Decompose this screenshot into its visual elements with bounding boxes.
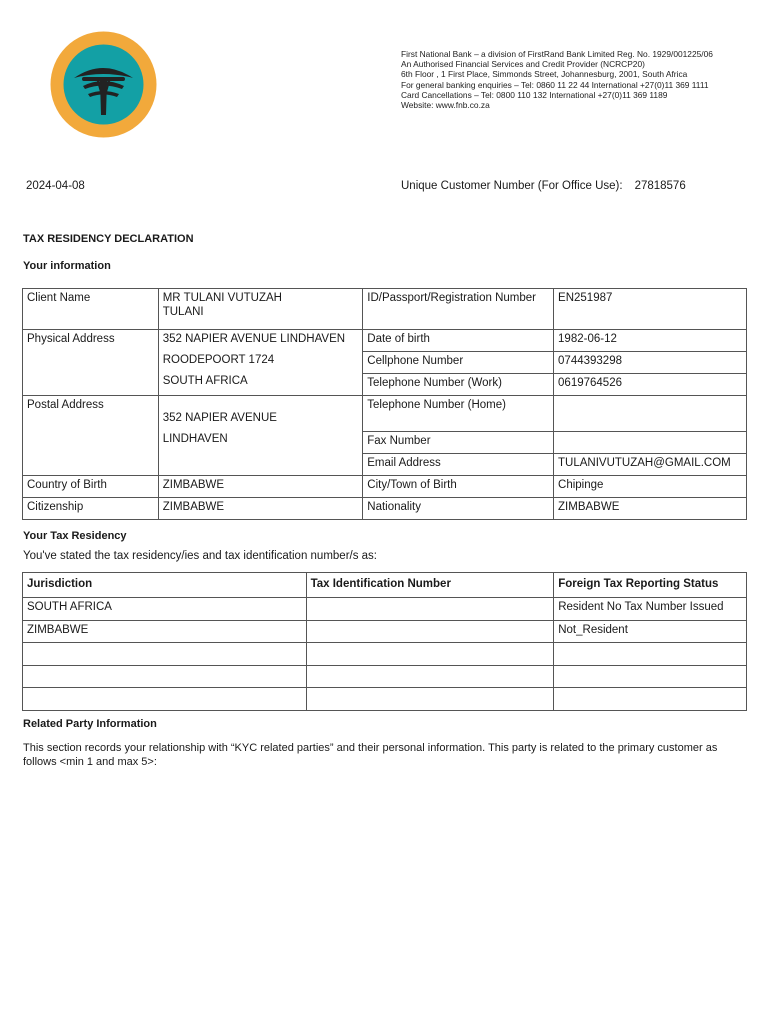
- physical-address-label: Physical Address: [23, 330, 159, 396]
- table-row: [23, 665, 747, 688]
- bank-info-line: Card Cancellations – Tel: 0800 110 132 International +27(0)11 369 1189: [401, 89, 668, 100]
- bank-info-line: Website: www.fnb.co.za: [401, 100, 490, 111]
- client-name-label: Client Name: [23, 289, 159, 330]
- jurisdiction-cell: [23, 688, 307, 711]
- jurisdiction-cell: ZIMBABWE: [23, 620, 307, 643]
- tel-home-value: [554, 396, 747, 432]
- your-information-table: [22, 288, 747, 520]
- tel-home-label: Telephone Number (Home): [363, 396, 554, 432]
- column-header: Jurisdiction: [23, 573, 307, 598]
- physical-address-line: SOUTH AFRICA: [162, 375, 248, 387]
- table-row: [23, 620, 747, 643]
- table-header-row: [23, 573, 747, 598]
- nationality-label: Nationality: [363, 498, 554, 520]
- cellphone-value: 0744393298: [554, 352, 747, 374]
- table-row: [23, 498, 747, 520]
- city-birth-value: Chipinge: [554, 476, 747, 498]
- bank-info-line: For general banking enquiries – Tel: 0860 11 22 44 International +27(0)11 369 1111: [401, 79, 709, 90]
- tin-cell: [306, 688, 554, 711]
- tin-cell: [306, 598, 554, 621]
- tin-cell: [306, 643, 554, 666]
- table-row: [23, 643, 747, 666]
- bank-info-line: First National Bank – a division of FirstRand Bank Limited Reg. No. 1929/001225/06: [401, 49, 713, 59]
- jurisdiction-cell: [23, 643, 307, 666]
- id-value: EN251987: [554, 289, 747, 330]
- unique-customer-number: [401, 180, 686, 192]
- jurisdiction-cell: [23, 665, 307, 688]
- postal-address-line: LINDHAVEN: [162, 433, 228, 445]
- client-name: MR TULANI VUTUZAH: [162, 292, 282, 304]
- tin-cell: [306, 665, 554, 688]
- fnb-logo: [50, 31, 157, 138]
- fax-label: Fax Number: [363, 432, 554, 454]
- ucn-value: 27818576: [634, 180, 686, 192]
- jurisdiction-cell: SOUTH AFRICA: [23, 598, 307, 621]
- country-birth-label: Country of Birth: [23, 476, 159, 498]
- postal-address-label: Postal Address: [23, 396, 159, 476]
- status-cell: Resident No Tax Number Issued: [554, 598, 747, 621]
- status-cell: Not_Resident: [554, 620, 747, 643]
- document-date: 2024-04-08: [26, 180, 85, 192]
- email-label: Email Address: [363, 454, 554, 476]
- citizenship-label: Citizenship: [23, 498, 159, 520]
- nationality-value: ZIMBABWE: [554, 498, 747, 520]
- physical-address-line: 352 NAPIER AVENUE LINDHAVEN: [162, 333, 346, 345]
- tel-work-label: Telephone Number (Work): [363, 374, 554, 396]
- postal-address-cell: [158, 396, 363, 476]
- client-name-2: TULANI: [162, 306, 204, 318]
- tax-residency-intro: You've stated the tax residency/ies and tax identification number/s as:: [23, 550, 378, 562]
- ucn-label: Unique Customer Number (For Office Use):: [401, 180, 623, 192]
- related-party-text: This section records your relationship with “KYC related parties” and their personal information. This party is related to the primary customer as follows <min 1 and max 5>:: [23, 742, 718, 768]
- table-row: [23, 688, 747, 711]
- physical-address-line: ROODEPOORT 1724: [162, 354, 275, 366]
- bank-info: [401, 49, 713, 110]
- status-cell: [554, 688, 747, 711]
- citizenship-value: ZIMBABWE: [158, 498, 363, 520]
- dob-label: Date of birth: [363, 330, 554, 352]
- client-name-cell: [158, 289, 363, 330]
- bank-info-line: 6th Floor , 1 First Place, Simmonds Street, Johannesburg, 2001, South Africa: [401, 69, 688, 80]
- tax-residency-table: [22, 572, 747, 711]
- status-cell: [554, 665, 747, 688]
- column-header: Tax Identification Number: [306, 573, 554, 598]
- table-row: [23, 598, 747, 621]
- tax-residency-heading: Your Tax Residency: [23, 530, 127, 542]
- tin-cell: [306, 620, 554, 643]
- document-title: TAX RESIDENCY DECLARATION: [23, 233, 194, 245]
- postal-address-line: 352 NAPIER AVENUE: [162, 412, 277, 424]
- city-birth-label: City/Town of Birth: [363, 476, 554, 498]
- fax-value: [554, 432, 747, 454]
- table-row: [23, 476, 747, 498]
- table-row: [23, 330, 747, 352]
- id-label: ID/Passport/Registration Number: [363, 289, 554, 330]
- your-information-heading: Your information: [23, 260, 111, 272]
- dob-value: 1982-06-12: [554, 330, 747, 352]
- email-value: TULANIVUTUZAH@GMAIL.COM: [554, 454, 747, 476]
- country-birth-value: ZIMBABWE: [158, 476, 363, 498]
- related-party-heading: Related Party Information: [23, 718, 157, 730]
- cellphone-label: Cellphone Number: [363, 352, 554, 374]
- column-header: Foreign Tax Reporting Status: [554, 573, 747, 598]
- tel-work-value: 0619764526: [554, 374, 747, 396]
- bank-info-line: An Authorised Financial Services and Credit Provider (NCRCP20): [401, 59, 645, 70]
- table-row: [23, 396, 747, 432]
- table-row: [23, 289, 747, 330]
- status-cell: [554, 643, 747, 666]
- physical-address-cell: [158, 330, 363, 396]
